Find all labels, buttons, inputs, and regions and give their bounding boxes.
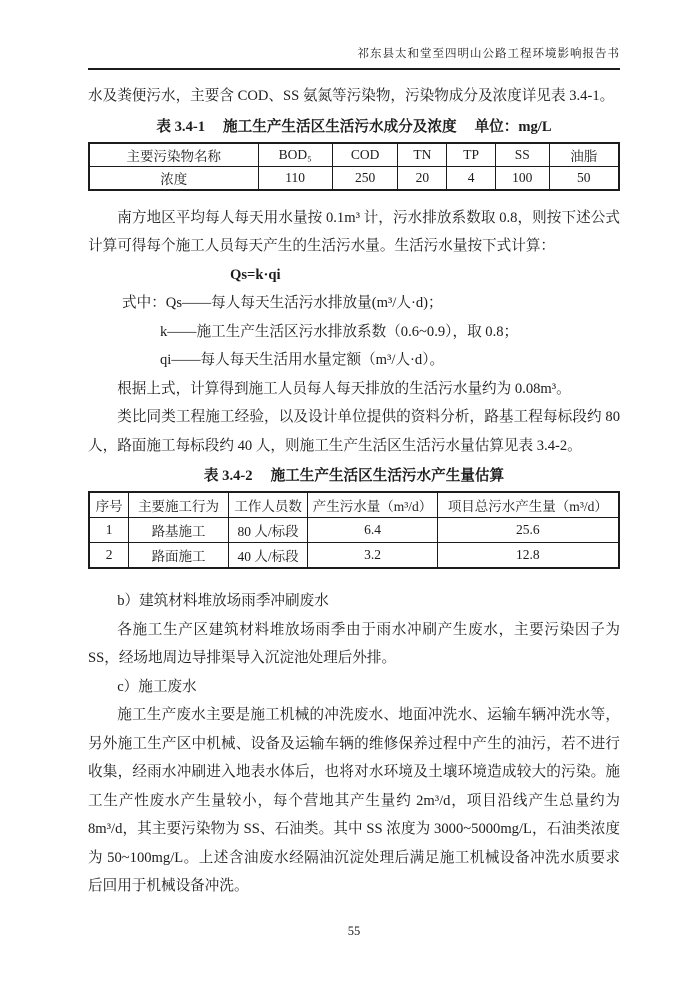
table1-header-cell: SS [495,143,549,167]
table2-cell: 40 人/标段 [228,543,308,569]
table2-cell: 3.2 [308,543,437,569]
table2-caption [88,464,620,488]
table2-header-cell: 产生污水量（m³/d） [308,492,437,518]
table2-data-row [89,543,619,569]
table2-label: 表 3.4-2 [203,468,253,484]
table2-header-cell: 项目总污水产生量（m³/d） [437,492,619,518]
table2-cell: 路面施工 [129,543,229,569]
table1-header-cell: TP [447,143,496,167]
table1-value-cell: 20 [398,166,447,190]
table1-label: 表 3.4-1 [156,118,206,135]
table2-title: 施工生产生活区生活污水产生量估算 [270,468,505,484]
table2-cell: 6.4 [308,518,437,543]
page-number: 55 [347,923,361,938]
table1-value-cell: 100 [495,166,549,190]
table1-data-row [89,166,619,190]
water-usage-paragraph: 南方地区平均每人每天用水量按 0.1m³ 计，污水排放系数取 0.8，则按下述公式计算可得每个施工人员每天产生的生活污水量。生活污水量按下式计算： [88,209,620,254]
table1-caption [88,115,620,139]
table2-cell: 1 [89,518,129,543]
table2-data-row [89,518,619,543]
table2-cell: 12.8 [437,543,619,569]
table2-cell: 80 人/标段 [228,518,308,543]
intro-paragraph: 水及粪便污水，主要含 COD、SS 氨氮等污染物，污染物成分及浓度详见表 3.4-1。 [88,88,615,104]
table1-header-cell: COD [332,143,398,167]
estimate-paragraph: 类比同类工程施工经验，以及设计单位提供的资料分析，路基工程每标段约 80 人，路面施工每标段约 40 人，则施工生产生活区生活污水量估算见表 3.4-2。 [88,409,620,454]
sewage-formula: Qs=k·qi [230,266,281,283]
table2-cell: 25.6 [437,518,619,543]
section-c-heading: c）施工废水 [117,678,197,695]
table1-value-cell: 4 [447,166,496,190]
table2-header-cell: 工作人员数 [228,492,308,518]
table1-header-cell: 油脂 [549,143,619,167]
table1-value-cell: 250 [332,166,398,190]
table1-row-label: 浓度 [89,166,258,190]
section-c-body: 施工生产废水主要是施工机械的冲洗废水、地面冲洗水、运输车辆冲洗水等，另外施工生产区中机械、设备及运输车辆的维修保养过程中产生的油污，若不进行收集，经雨水冲刷进入地表水体后，也将对水环境及土壤环境造成较大的污染。施工生产性废水产生量较小，每个营地其产生量约 2m³/d，项目沿线产生总量约为 8m³/d，其主要污染物为 SS、石油类。其中 SS 浓度为 3000~5000mg/L，石油类浓度为 50~100mg/L。上述含油废水经隔油沉淀处理后满足施工机械设备冲洗水质要求后回用于机械设备冲洗。 [88,707,620,894]
table2-header-row [89,492,619,518]
table2-sewage-estimate [88,491,620,569]
table2-cell: 2 [89,543,129,569]
table1-pollutant-concentration [88,142,620,191]
section-b-body: 各施工生产区建筑材料堆放场雨季由于雨水冲刷产生废水，主要污染因子为 SS，经场地周边导排渠导入沉淀池处理后外排。 [88,621,620,666]
section-b-heading: b）建筑材料堆放场雨季冲刷废水 [117,593,329,609]
table2-cell: 路基施工 [129,518,229,543]
table1-unit: 单位：mg/L [474,118,552,135]
table1-header-cell: 主要污染物名称 [89,143,258,167]
formula-note-qs: 式中：Qs——每人每天生活污水排放量(m³/人·d)； [122,295,443,311]
report-header-title: 祁东县太和堂至四明山公路工程环境影响报告书 [88,46,620,70]
table1-header-cell: TN [398,143,447,167]
table1-header-cell: BOD₅ [258,143,332,167]
table1-value-cell: 110 [258,166,332,190]
table1-header-row [89,143,619,167]
formula-note-qi: qi——每人每天生活用水量定额（m³/人·d）。 [160,352,445,368]
result-paragraph: 根据上式，计算得到施工人员每人每天排放的生活污水量约为 0.08m³。 [117,380,571,397]
table2-header-cell: 序号 [89,492,129,518]
formula-note-k: k——施工生产生活区污水排放系数（0.6~0.9），取 0.8； [160,323,519,340]
table1-title: 施工生产生活区生活污水成分及浓度 [223,118,457,135]
table2-header-cell: 主要施工行为 [129,492,229,518]
table1-value-cell: 50 [549,166,619,190]
